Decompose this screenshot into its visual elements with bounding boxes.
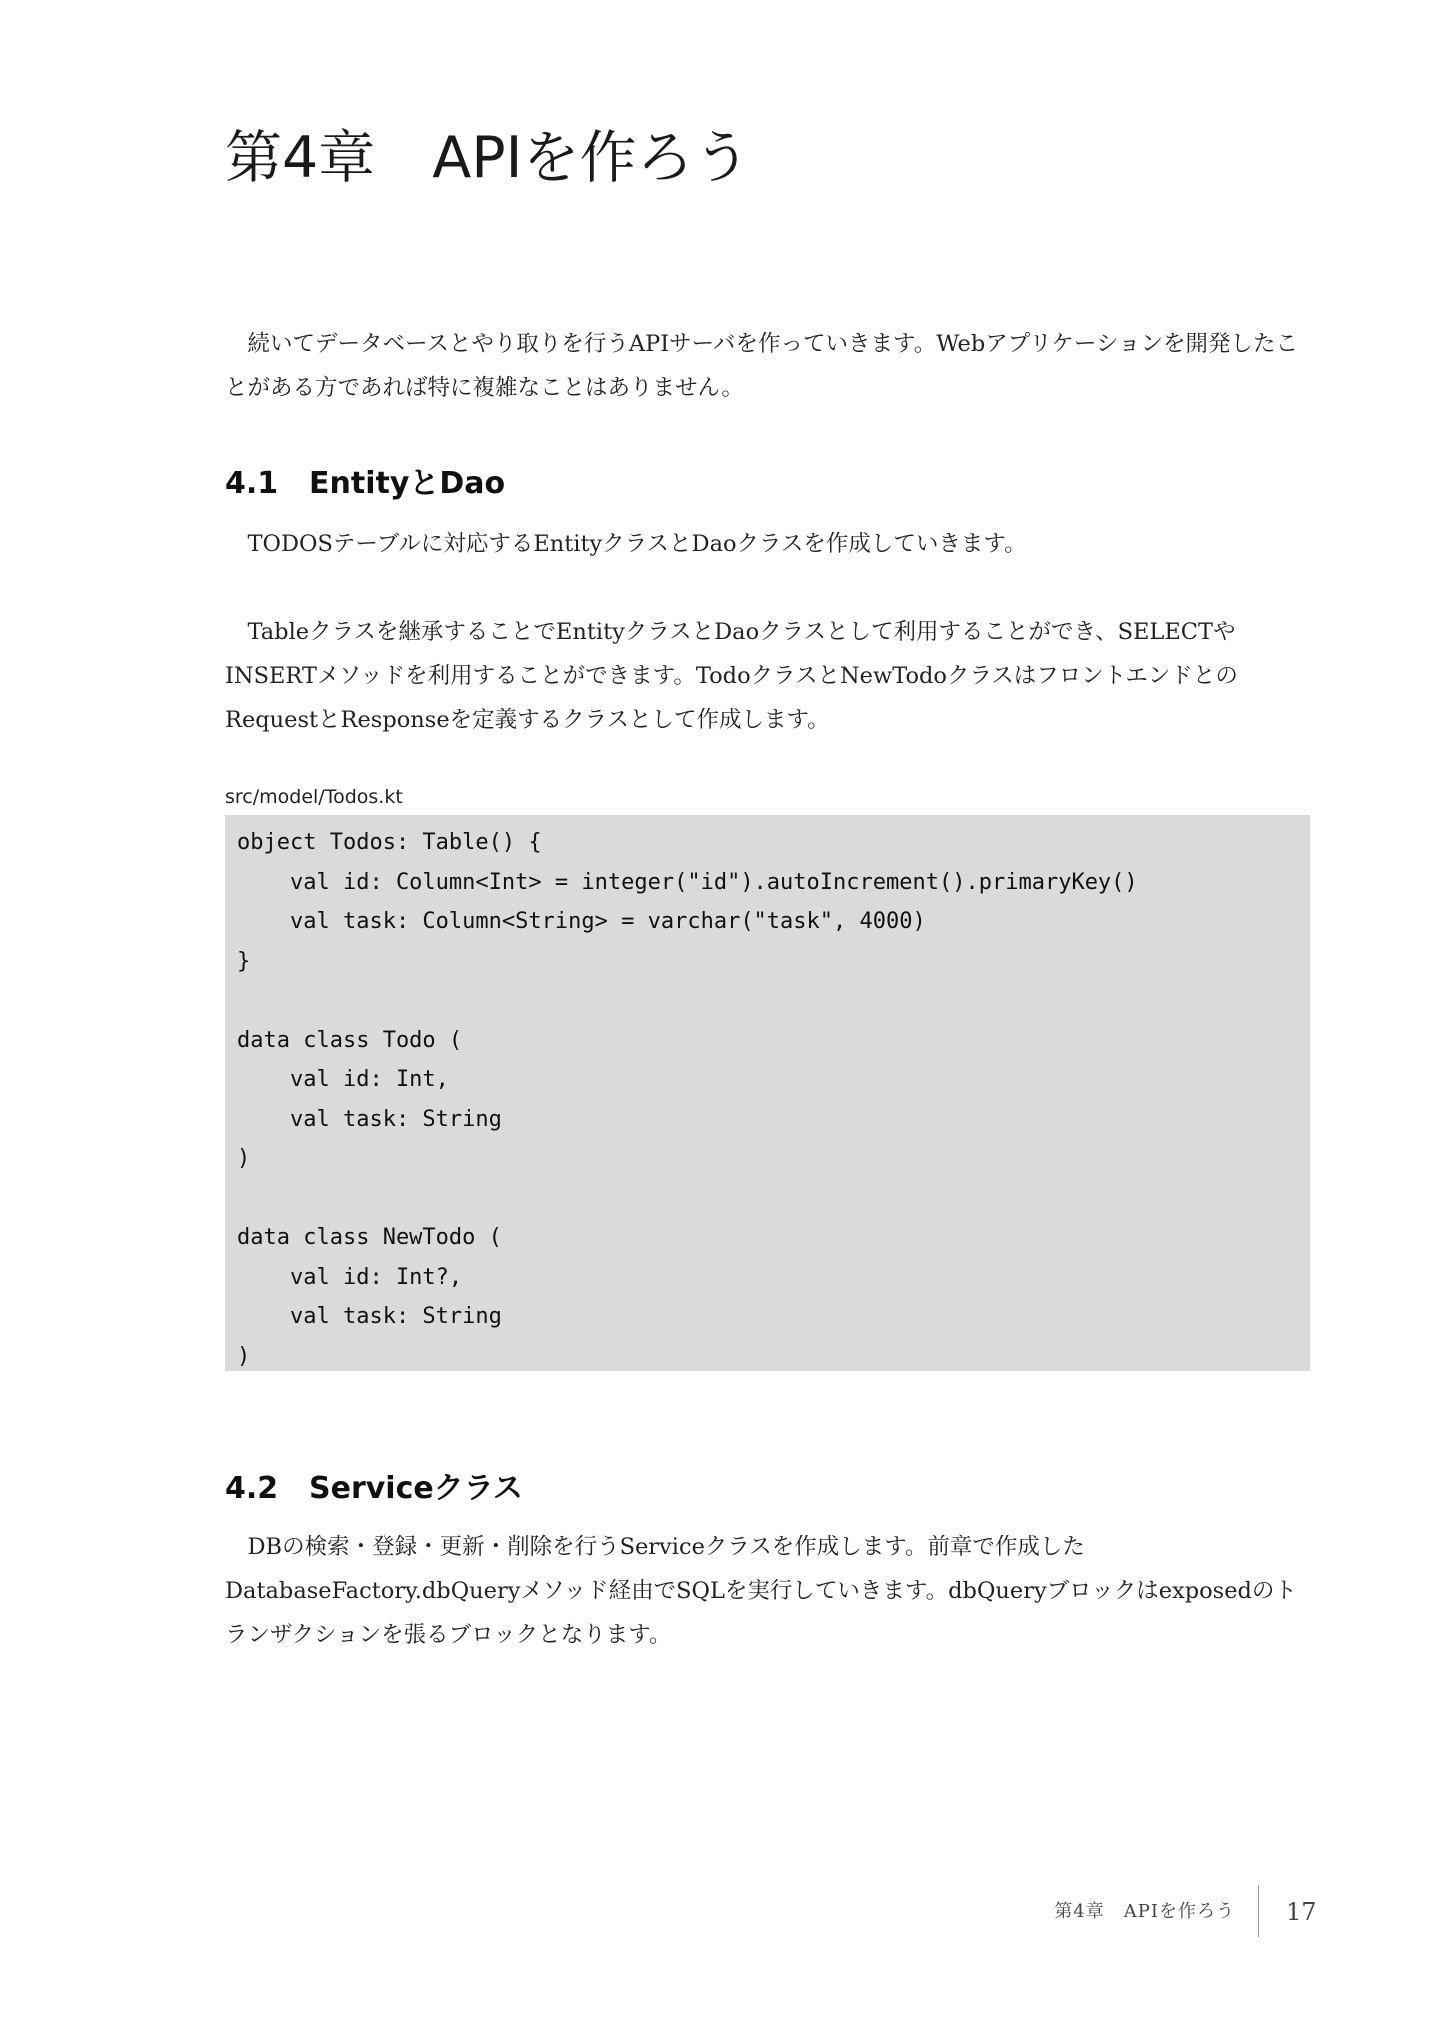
section-4-1-paragraph-1: TODOSテーブルに対応するEntityクラスとDaoクラスを作成していきます。 — [247, 531, 1027, 557]
section-4-1-heading — [225, 458, 505, 502]
code-line: data class Todo ( — [237, 1027, 463, 1053]
running-title: 第4章 APIを作ろう — [1054, 1901, 1235, 1922]
code-line: val task: String — [237, 1304, 502, 1329]
section-title: EntityとDao — [309, 466, 506, 501]
footer-divider — [1258, 1885, 1259, 1937]
code-line: ) — [237, 1146, 251, 1171]
intro-paragraph: 続いてデータベースとやり取りを行うAPIサーバを作っていきます。Webアプリケーションを開発したことがある方であれば特に複雑なことはありません。 — [225, 331, 1298, 401]
section-4-2-heading — [225, 1463, 523, 1507]
code-line: val id: Column<Int> = integer("id").autoIncrement().primaryKey() — [237, 869, 1138, 895]
section-number: 4.1 — [225, 466, 279, 501]
section-4-1-paragraph-2: Tableクラスを継承することでEntityクラスとDaoクラスとして利用することができ、SELECTやINSERTメソッドを利用することができます。TodoクラスとNewTodoクラスはフロントエンドとのRequestとResponseを定義するクラスとして作成します。 — [225, 619, 1238, 733]
section-number: 4.2 — [225, 1471, 279, 1506]
chapter-title: 第4章 APIを作ろう — [225, 125, 751, 191]
section-4-2-paragraph: DBの検索・登録・更新・削除を行うServiceクラスを作成します。前章で作成したDatabaseFactory.dbQueryメソッド経由でSQLを実行していきます。dbQueryブロックはexposedのトランザクションを張るブロックとなります。 — [225, 1534, 1297, 1648]
code-line: val id: Int, — [237, 1067, 449, 1092]
code-line — [237, 1179, 1298, 1219]
code-caption: src/model/Todos.kt — [225, 786, 403, 808]
code-line: data class NewTodo ( — [237, 1225, 502, 1250]
code-line: object Todos: Table() { — [237, 830, 542, 855]
code-line: val task: Column<String> = varchar("task", 4000) — [237, 909, 926, 934]
code-block — [225, 815, 1310, 1371]
code-line: ) — [237, 1343, 251, 1369]
code-line: val id: Int?, — [237, 1264, 463, 1290]
page-number: 17 — [1286, 1898, 1317, 1926]
section-title: Serviceクラス — [309, 1471, 523, 1506]
code-line: } — [237, 948, 251, 974]
code-line — [237, 981, 1298, 1021]
code-line: val task: String — [237, 1106, 502, 1132]
